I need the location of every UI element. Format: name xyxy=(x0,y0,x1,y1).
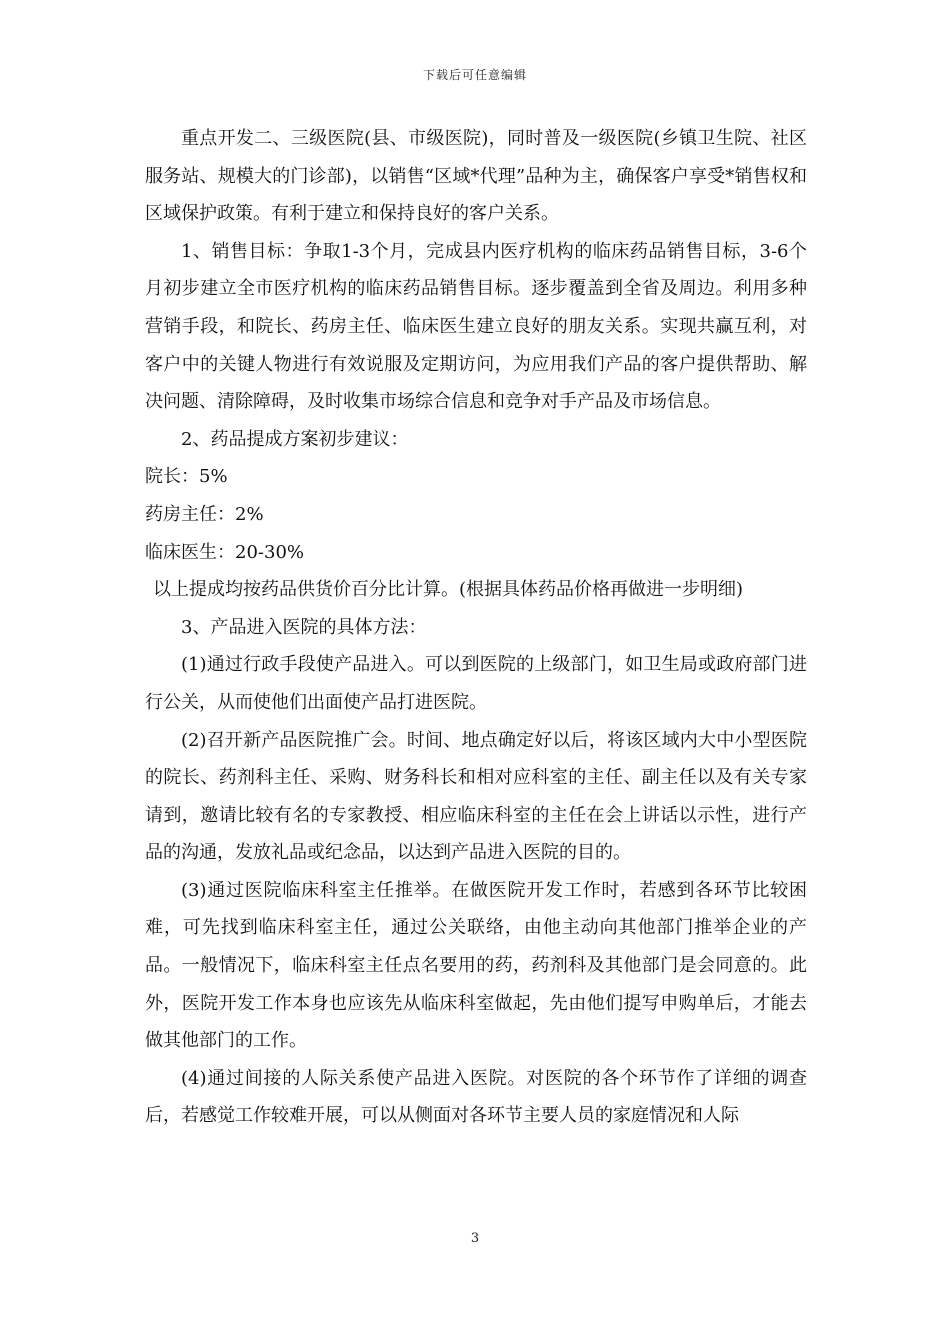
paragraph-method-3: (3)通过医院临床科室主任推举。在做医院开发工作时，若感到各环节比较困难，可先找到临床科室主任，通过公关联络，由他主动向其他部门推举企业的产品。一般情况下，临床科室主任点名要用的药，药剂科及其他部门是会同意的。此外，医院开发工作本身也应该先从临床科室做起，先由他们提写申购单后，才能去做其他部门的工作。 xyxy=(145,879,807,1052)
paragraph-intro: 重点开发二、三级医院(县、市级医院)，同时普及一级医院(乡镇卫生院、社区服务站、规模大的门诊部)，以销售“区域*代理”品种为主，确保客户享受*销售权和区域保护政策。有利于建立和保持良好的客户关系。 xyxy=(145,128,807,225)
paragraph-method-2: (2)召开新产品医院推广会。时间、地点确定好以后，将该区域内大中小型医院的院长、药剂科主任、采购、财务科长和相对应科室的主任、副主任以及有关专家请到，邀请比较有名的专家教授、相应临床科室的主任在会上讲话以示性，进行产品的沟通，发放礼品或纪念品，以达到产品进入医院的目的。 xyxy=(145,729,807,864)
paragraph-sales-target: 1、销售目标：争取1-3个月，完成县内医疗机构的临床药品销售目标，3-6个月初步建立全市医疗机构的临床药品销售目标。逐步覆盖到全省及周边。利用多种营销手段，和院长、药房主任、临床医生建立良好的朋友关系。实现共赢互利，对客户中的关键人物进行有效说服及定期访问，为应用我们产品的客户提供帮助、解决问题、清除障碍，及时收集市场综合信息和竞争对手产品及市场信息。 xyxy=(145,240,807,413)
page-number: 3 xyxy=(470,1231,480,1246)
commission-doctor: 临床医生：20-30% xyxy=(145,541,304,563)
page-header: 下载后可任意编辑 xyxy=(422,68,527,82)
paragraph-commission-heading: 2、药品提成方案初步建议： xyxy=(181,428,409,450)
paragraph-method-1: (1)通过行政手段使产品进入。可以到医院的上级部门，如卫生局或政府部门进行公关，从而使他们出面使产品打进医院。 xyxy=(145,654,807,713)
paragraph-commission-note: 以上提成均按药品供货价百分比计算。(根据具体药品价格再做进一步明细) xyxy=(153,579,744,601)
document-body xyxy=(145,120,807,1135)
commission-pharmacy: 药房主任：2% xyxy=(145,503,264,525)
commission-director: 院长：5% xyxy=(145,466,228,488)
paragraph-method-4: (4)通过间接的人际关系使产品进入医院。对医院的各个环节作了详细的调查后，若感觉工作较难开展，可以从侧面对各环节主要人员的家庭情况和人际 xyxy=(145,1067,807,1127)
paragraph-methods-heading: 3、产品进入医院的具体方法： xyxy=(181,616,427,638)
